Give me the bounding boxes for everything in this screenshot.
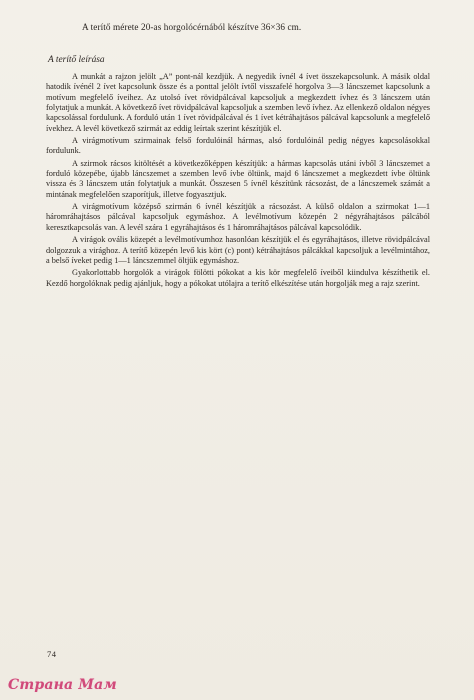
paragraph: A szirmok rácsos kitöltését a következőképpen készítjük: a hármas kapcsolás utáni ívből 3 láncszemet a forduló közepébe, újabb láncszemet a szemben levő ívbe öltünk, majd 6 láncszemet a megkezdett ívbe öltünk vissza és 3 láncszem után folytatjuk a munkát. Összesen 5 ívnél készítünk rácsozást, de a láncszemek számát a mintának megfelelően szaporítjuk, illetve fogyasztjuk. — [46, 158, 430, 199]
paragraph: A virágmotívum középső szirmán 6 ívnél készítjük a rácsozást. A külső oldalon a szirmokat 1—1 háromráhajtásos pálcával kapcsoljuk egymáshoz. A levélmotívum közepén 2 négyráhajtásos pálcából keresztkapcsolás van. A levél szára 1 egyráhajtásos és 1 háromráhajtásos pálcával kapcsolódik. — [46, 202, 430, 232]
page-number: 74 — [47, 649, 57, 659]
paragraph: A virágok ovális közepét a levélmotívumhoz hasonlóan készítjük el és egyráhajtásos, illetve rövidpálcával dolgozzuk a virághoz. A terítő közepén levő kis kört (c) pont) kétráhajtásos pálcákkal kapcsoljuk a levélmintához, a belső íveket pedig 1—1 láncszemmel öltjük egymáshoz. — [46, 235, 430, 265]
site-watermark: Страна Мам — [8, 677, 117, 693]
intro-line: A terítő mérete 20-as horgolócérnából készítve 36×36 cm. — [82, 22, 302, 32]
paragraph: Gyakorlottabb horgolók a virágok fölötti pókokat a kis kör megfelelő íveiből kiindulva készíthetik el. Kezdő horgolóknak pedig ajánljuk, hogy a pókokat utólajra a terítő elkészítése után horgolják meg a rajz szerint. — [46, 268, 430, 288]
section-heading: A terítő leírása — [48, 55, 105, 65]
body-text — [46, 72, 430, 291]
paragraph: A munkát a rajzon jelölt „A” pont-nál kezdjük. A negyedik ívnél 4 ívet összekapcsolunk. A másik oldal hatodik ívénél 2 ívet kapcsolunk össze és a ponttal jelölt ívtől visszafelé horgolva 3—3 láncszemet kapcsolunk a motívum megfelelő íveihez. Az utolsó ívet rövidpálcával kapcsoljuk a megkezdett ívhez és 3 láncszem után folytatjuk a munkát. A következő ívet rövidpálcával kapcsoljuk a szemben levő ívhez. Az ellenkező oldalon négyes kapcsolással fordulunk. A forduló után 1 ívet rövidpálcával és 1 ívet kétráhajtásos pálcával kapcsolunk a megfelelő ívekhez. A levél következő szirmát az eddig leírtak szerint készítjük el. — [46, 72, 430, 133]
paragraph: A virágmotívum szirmainak felső fordulóinál hármas, alsó fordulóinál pedig négyes kapcsolásokkal fordulunk. — [46, 136, 430, 156]
